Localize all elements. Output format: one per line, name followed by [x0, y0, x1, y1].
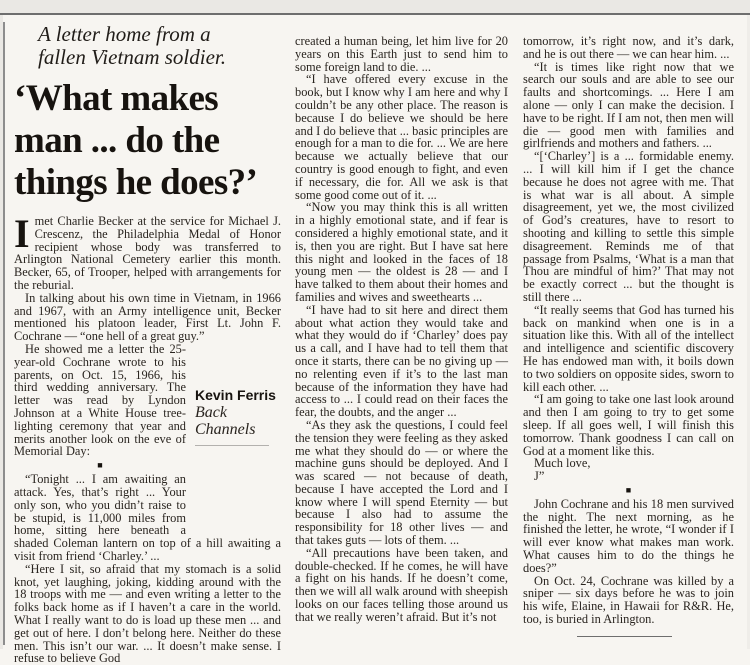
kicker-line: A letter home from a [38, 22, 211, 46]
article-paragraph: John Cochrane and his 18 men survived the night. The next morning, as he finished the letter, he wrote, “I wonder if I will ever know what makes man work. What causes him to do the things he does?” [523, 496, 734, 575]
article-paragraph: “All precautions have been taken, and double-checked. If he comes, he will have a fight on his hands. If he doesn’t come, then we will all walk around with sheepish looks on our faces telling those around us that we really weren’t afraid. But it’s not [295, 545, 508, 624]
article-paragraph: In talking about his own time in Vietnam, in 1966 and 1967, with an Army intelligence unit, Becker mentioned his platoon leader, First Lt. John F. Cochrane — “one hell of a great guy.” [14, 290, 281, 344]
article-paragraph: tomorrow, it’s right now, and it’s dark, and he is out there — we can hear him. ... [523, 34, 734, 61]
byline-rule [195, 445, 269, 446]
article-paragraph: On Oct. 24, Cochrane was killed by a sniper — six days before he was to join his wife, Elaine, in Hawaii for R&R. He, too, is buried in Arlington. [523, 573, 734, 627]
byline-box [195, 343, 281, 537]
page-top-margin [0, 0, 750, 13]
square-divider-icon: ■ [97, 460, 103, 471]
drop-cap: I [14, 211, 30, 256]
headline-line: ‘What makes [14, 78, 219, 119]
article-paragraph: “Tonight ... I am awaiting an attack. Yes, that’s right ... Your only son, who you didn’t raise to be stupid, is 11,000 miles from home, sitting here beneath a shaded Coleman lantern on top of a hill awaiting a visit from friend ‘Charley.’ ... [14, 472, 281, 563]
letter-signoff: Much love, [534, 456, 591, 471]
column2-body [295, 35, 508, 624]
byline-author: Kevin Ferris [195, 386, 276, 403]
article-paragraph: “[‘Charley’] is a ... formidable enemy. ... I will kill him if I get the chance because he does not agree with me. That is what war is all about. A simple disagreement, yet we, the most civilized of God’s creatures, have to resort to shooting and killing to settle this simple disagreement. Reminds me of that passage from Psalms, ‘What is a man that Thou are mindful of him?’ That may not be exactly correct ... but the thought is still there ... [523, 149, 734, 304]
headline-line: things he does?’ [14, 162, 258, 203]
column3-body [523, 35, 734, 637]
byline-column-name: Back Channels [195, 403, 256, 438]
article-paragraph [14, 211, 281, 292]
left-vertical-rule [3, 22, 5, 645]
column1-body [14, 211, 281, 665]
article [14, 15, 734, 665]
article-paragraph: “Here I sit, so afraid that my stomach is a solid knot, yet laughing, joking, kidding around with the 18 troops with me — and even writing a letter to the folks back home as if I haven’t a care in the world. What I really want to do is load up these men ... and get out of here. I don’t belong here. Neither do these men. This isn’t our war. ... It doesn’t make sense. I refuse to believe God [14, 561, 281, 665]
column-2 [295, 15, 508, 665]
headline-line: man ... do the [14, 120, 220, 161]
column-3 [523, 15, 734, 665]
article-paragraph: “It is times like right now that we search our souls and are able to see our faults and shortcomings. ... Here I am alone — only I can make the decision. I have to be right. If I am not, then men will die — good men with families and girlfriends and mothers and fathers. ... [523, 59, 734, 151]
column-1 [14, 15, 281, 665]
paragraph-text: met Charlie Becker at the service for Michael J. Crescenz, the Philadelphia Medal of Honor recipient whose body was transferred to Arlington National Cemetery earlier this month. Becker, 65, of Trooper, helped with arrangements for the reburial. [14, 214, 281, 292]
section-divider [523, 483, 734, 498]
article-paragraph: “It really seems that God has turned his back on mankind when one is in a situation like this. With all of the intellect and intelligence and scientific discovery He has endowed man with, it boils down to two soldiers on opposite sides, sworn to kill each other. ... [523, 302, 734, 394]
article-paragraph: “As they ask the questions, I could feel the tension they were feeling as they asked me what they should do — or where the machine guns should be deployed. And I was scared — not because of death, because I have accepted the Lord and I know where I will spend Eternity — but because I also had to assume the responsibility for 18 other lives — and that takes guts — lots of them. ... [295, 417, 508, 548]
article-paragraph: He showed me a letter the 25-year-old Cochrane wrote to his parents, on Oct. 15, 1966, his third wedding anniversary. The letter was read by Lyndon Johnson at a White House tree-lighting ceremony that year and merits another look on the eve of Memorial Day: [14, 341, 186, 459]
article-paragraph: created a human being, let him live for 20 years on this Earth just to send him to some foreign land to die. ... [295, 34, 508, 74]
article-paragraph: “I have had to sit here and direct them about what action they would take and what they would do if ‘Charley’ does pay us a call, and I have had to tell them that once it starts, there can be no giving up — no relenting even if it’s to the last man because of the information they have had access to ... I could read on their faces the fear, the doubts, and the anger ... [295, 302, 508, 420]
article-paragraph: “I am going to take one last look around and then I am going to try to get some sleep. If all goes well, I will finish this tomorrow. Thank goodness I can call on God at a moment like this. [523, 392, 734, 458]
kicker-line: fallen Vietnam soldier. [38, 45, 227, 69]
end-of-article-rule [577, 636, 672, 637]
article-paragraph: “I have offered every excuse in the book, but I know why I am here and why I couldn’t be any other place. The reason is because I do believe we should be here and I do believe that ... basic principles are enough for a man to die for. ... We are here because we actually believe that our country is good enough to fight, and even if necessary, die for. All we ask is that some good come out of it. ... [295, 72, 508, 202]
square-divider-icon: ■ [625, 484, 632, 495]
kicker [38, 23, 281, 69]
headline [14, 78, 281, 204]
article-paragraph: “Now you may think this is all written in a highly emotional state, and if fear is considered a highly emotional state, and it is, then you are right. But I have sat here this night and looked in the faces of 18 young men — the oldest is 28 — and I have talked to them about their homes and families and wives and sweethearts ... [295, 200, 508, 304]
letter-signature: J” [534, 469, 545, 484]
